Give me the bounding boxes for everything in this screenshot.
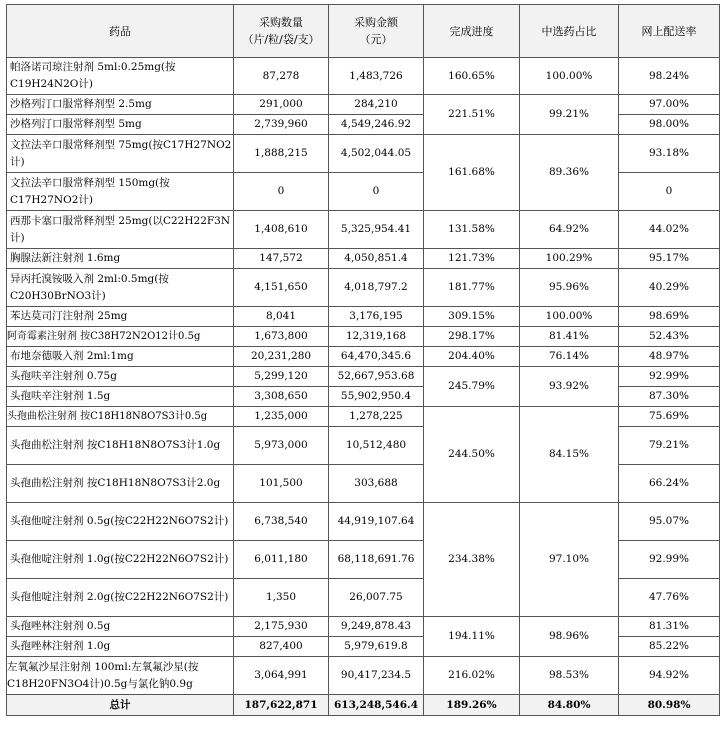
total-amount: 613,248,546.4 — [329, 695, 424, 716]
amount-cell: 1,483,726 — [329, 58, 424, 95]
quantity-cell: 3,308,650 — [234, 387, 329, 407]
progress-cell: 160.65% — [424, 58, 520, 95]
amount-cell: 10,512,480 — [329, 427, 424, 465]
drug-name: 头孢他啶注射剂 2.0g(按C22H22N6O7S2计) — [7, 579, 234, 617]
rate-cell: 98.69% — [619, 307, 720, 327]
progress-cell: 121.73% — [424, 249, 520, 269]
amount-cell: 44,919,107.64 — [329, 503, 424, 541]
rate-cell: 93.18% — [619, 135, 720, 173]
quantity-cell: 1,235,000 — [234, 407, 329, 427]
rate-cell: 66.24% — [619, 465, 720, 503]
rate-cell: 95.17% — [619, 249, 720, 269]
progress-cell: 245.79% — [424, 367, 520, 407]
drug-name: 文拉法辛口服常释剂型 150mg(按C17H27NO2计) — [7, 173, 234, 211]
total-label: 总计 — [7, 695, 234, 716]
quantity-cell: 3,064,991 — [234, 657, 329, 695]
drug-name: 头孢唑林注射剂 0.5g — [7, 617, 234, 637]
amount-cell: 284,210 — [329, 95, 424, 115]
rate-cell: 52.43% — [619, 327, 720, 347]
col-header-online-delivery-rate: 网上配送率 — [619, 5, 720, 58]
table-row — [7, 503, 720, 541]
share-cell: 97.10% — [520, 503, 619, 617]
table-row — [7, 617, 720, 637]
quantity-cell: 2,739,960 — [234, 115, 329, 135]
drug-name: 布地奈德吸入剂 2ml:1mg — [7, 347, 234, 367]
amount-cell: 64,470,345.6 — [329, 347, 424, 367]
quantity-cell: 6,011,180 — [234, 541, 329, 579]
drug-name: 左氧氟沙星注射剂 100ml:左氧氟沙星(按C18H20FN3O4计)0.5g与氯化钠0.9g — [7, 657, 234, 695]
drug-name: 帕洛诺司琼注射剂 5ml:0.25mg(按C19H24N2O计) — [7, 58, 234, 95]
share-cell: 84.15% — [520, 407, 619, 503]
share-cell: 93.92% — [520, 367, 619, 407]
drug-name: 头孢曲松注射剂 按C18H18N8O7S3计1.0g — [7, 427, 234, 465]
share-cell: 81.41% — [520, 327, 619, 347]
rate-cell: 92.99% — [619, 367, 720, 387]
share-cell: 95.96% — [520, 269, 619, 307]
table-row — [7, 657, 720, 695]
drug-name: 文拉法辛口服常释剂型 75mg(按C17H27NO2计) — [7, 135, 234, 173]
drug-name: 沙格列汀口服常释剂型 2.5mg — [7, 95, 234, 115]
quantity-cell: 147,572 — [234, 249, 329, 269]
share-cell: 98.96% — [520, 617, 619, 657]
share-cell: 100.00% — [520, 307, 619, 327]
drug-name: 头孢呋辛注射剂 0.75g — [7, 367, 234, 387]
total-share: 84.80% — [520, 695, 619, 716]
amount-cell: 52,667,953.68 — [329, 367, 424, 387]
drug-name: 头孢呋辛注射剂 1.5g — [7, 387, 234, 407]
total-row — [7, 695, 720, 716]
table-row — [7, 211, 720, 249]
rate-cell: 75.69% — [619, 407, 720, 427]
progress-cell: 204.40% — [424, 347, 520, 367]
amount-cell: 0 — [329, 173, 424, 211]
amount-cell: 55,902,950.4 — [329, 387, 424, 407]
share-cell: 76.14% — [520, 347, 619, 367]
progress-cell: 216.02% — [424, 657, 520, 695]
drug-name: 头孢曲松注射剂 按C18H18N8O7S3计0.5g — [7, 407, 234, 427]
drug-name: 沙格列汀口服常释剂型 5mg — [7, 115, 234, 135]
table-row — [7, 249, 720, 269]
table-row — [7, 327, 720, 347]
share-cell: 64.92% — [520, 211, 619, 249]
drug-name: 胸腺法新注射剂 1.6mg — [7, 249, 234, 269]
table-row — [7, 347, 720, 367]
rate-cell: 44.02% — [619, 211, 720, 249]
amount-cell: 4,502,044.05 — [329, 135, 424, 173]
col-header-drug: 药品 — [7, 5, 234, 58]
rate-cell: 98.00% — [619, 115, 720, 135]
drug-name: 阿奇霉素注射剂 按C38H72N2O12计0.5g — [7, 327, 234, 347]
drug-name: 头孢他啶注射剂 1.0g(按C22H22N6O7S2计) — [7, 541, 234, 579]
rate-cell: 0 — [619, 173, 720, 211]
table-row — [7, 307, 720, 327]
share-cell: 100.29% — [520, 249, 619, 269]
share-cell: 100.00% — [520, 58, 619, 95]
table-row — [7, 269, 720, 307]
progress-cell: 309.15% — [424, 307, 520, 327]
rate-cell: 97.00% — [619, 95, 720, 115]
drug-name: 西那卡塞口服常释剂型 25mg(以C22H22F3N计) — [7, 211, 234, 249]
amount-cell: 12,319,168 — [329, 327, 424, 347]
drug-name: 头孢唑林注射剂 1.0g — [7, 637, 234, 657]
header-row — [7, 5, 720, 58]
progress-cell: 131.58% — [424, 211, 520, 249]
quantity-cell: 1,408,610 — [234, 211, 329, 249]
total-progress: 189.26% — [424, 695, 520, 716]
quantity-cell: 87,278 — [234, 58, 329, 95]
total-rate: 80.98% — [619, 695, 720, 716]
quantity-cell: 827,400 — [234, 637, 329, 657]
quantity-cell: 291,000 — [234, 95, 329, 115]
amount-cell: 5,325,954.41 — [329, 211, 424, 249]
drug-name: 头孢他啶注射剂 0.5g(按C22H22N6O7S2计) — [7, 503, 234, 541]
quantity-cell: 20,231,280 — [234, 347, 329, 367]
quantity-cell: 0 — [234, 173, 329, 211]
amount-cell: 90,417,234.5 — [329, 657, 424, 695]
drug-name: 异丙托溴铵吸入剂 2ml:0.5mg(按C20H30BrNO3计) — [7, 269, 234, 307]
progress-cell: 181.77% — [424, 269, 520, 307]
amount-cell: 4,050,851.4 — [329, 249, 424, 269]
total-quantity: 187,622,871 — [234, 695, 329, 716]
rate-cell: 87.30% — [619, 387, 720, 407]
rate-cell: 79.21% — [619, 427, 720, 465]
table-row — [7, 95, 720, 115]
table-row — [7, 58, 720, 95]
share-cell: 99.21% — [520, 95, 619, 135]
amount-cell: 68,118,691.76 — [329, 541, 424, 579]
col-header-amount: 采购金额 （元） — [329, 5, 424, 58]
quantity-cell: 1,888,215 — [234, 135, 329, 173]
quantity-cell: 8,041 — [234, 307, 329, 327]
progress-cell: 244.50% — [424, 407, 520, 503]
rate-cell: 48.97% — [619, 347, 720, 367]
progress-cell: 221.51% — [424, 95, 520, 135]
rate-cell: 47.76% — [619, 579, 720, 617]
amount-cell: 3,176,195 — [329, 307, 424, 327]
quantity-cell: 1,673,800 — [234, 327, 329, 347]
rate-cell: 92.99% — [619, 541, 720, 579]
quantity-cell: 2,175,930 — [234, 617, 329, 637]
amount-cell: 26,007.75 — [329, 579, 424, 617]
drug-name: 头孢曲松注射剂 按C18H18N8O7S3计2.0g — [7, 465, 234, 503]
amount-cell: 1,278,225 — [329, 407, 424, 427]
share-cell: 89.36% — [520, 135, 619, 211]
quantity-cell: 4,151,650 — [234, 269, 329, 307]
rate-cell: 98.24% — [619, 58, 720, 95]
rate-cell: 85.22% — [619, 637, 720, 657]
col-header-selected-share: 中选药占比 — [520, 5, 619, 58]
drug-name: 苯达莫司汀注射剂 25mg — [7, 307, 234, 327]
quantity-cell: 101,500 — [234, 465, 329, 503]
col-header-progress: 完成进度 — [424, 5, 520, 58]
quantity-cell: 5,299,120 — [234, 367, 329, 387]
amount-cell: 4,018,797.2 — [329, 269, 424, 307]
table-row — [7, 407, 720, 427]
quantity-cell: 5,973,000 — [234, 427, 329, 465]
table-row — [7, 135, 720, 173]
amount-cell: 303,688 — [329, 465, 424, 503]
progress-cell: 161.68% — [424, 135, 520, 211]
rate-cell: 95.07% — [619, 503, 720, 541]
rate-cell: 40.29% — [619, 269, 720, 307]
progress-cell: 234.38% — [424, 503, 520, 617]
amount-cell: 4,549,246.92 — [329, 115, 424, 135]
quantity-cell: 6,738,540 — [234, 503, 329, 541]
rate-cell: 81.31% — [619, 617, 720, 637]
progress-cell: 298.17% — [424, 327, 520, 347]
rate-cell: 94.92% — [619, 657, 720, 695]
quantity-cell: 1,350 — [234, 579, 329, 617]
amount-cell: 5,979,619.8 — [329, 637, 424, 657]
table-row — [7, 367, 720, 387]
amount-cell: 9,249,878.43 — [329, 617, 424, 637]
procurement-table — [6, 4, 720, 716]
progress-cell: 194.11% — [424, 617, 520, 657]
col-header-quantity: 采购数量 （片/粒/袋/支） — [234, 5, 329, 58]
share-cell: 98.53% — [520, 657, 619, 695]
